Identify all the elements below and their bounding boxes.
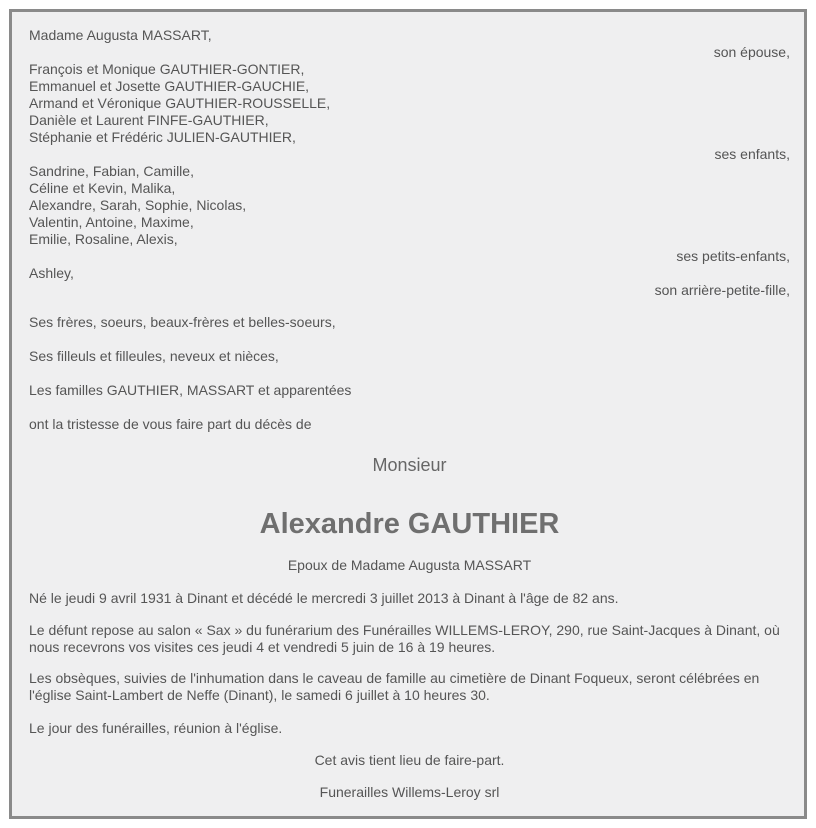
child-line: Armand et Véronique GAUTHIER-ROUSSELLE, [29, 95, 331, 111]
great-grandchild-name: Ashley, [29, 265, 74, 281]
grandchild-line: Céline et Kevin, Malika, [29, 180, 176, 196]
birth-death-paragraph: Né le jeudi 9 avril 1931 à Dinant et décédé le mercredi 3 juillet 2013 à Dinant à l'âge de 82 ans. [29, 590, 619, 606]
families-line: Les familles GAUTHIER, MASSART et apparentées [29, 382, 352, 398]
child-line: Emmanuel et Josette GAUTHIER-GAUCHIE, [29, 78, 310, 94]
children-role: ses enfants, [714, 146, 790, 162]
great-grandchild-role: son arrière-petite-fille, [654, 282, 790, 298]
spouse-role: son épouse, [713, 44, 790, 60]
grandchildren-role: ses petits-enfants, [676, 248, 790, 264]
spouse-name: Madame Augusta MASSART, [29, 27, 212, 43]
undertaker-line: Funerailles Willems-Leroy srl [319, 784, 500, 800]
child-line: François et Monique GAUTHIER-GONTIER, [29, 61, 305, 77]
meeting-paragraph: Le jour des funérailles, réunion à l'église. [29, 720, 283, 736]
deceased-name: Alexandre GAUTHIER [259, 508, 560, 540]
notice-line: Cet avis tient lieu de faire-part. [314, 752, 505, 768]
announcement-line: ont la tristesse de vous faire part du décès de [29, 416, 312, 432]
grandchild-line: Emilie, Rosaline, Alexis, [29, 231, 178, 247]
siblings-line: Ses frères, soeurs, beaux-frères et belles-soeurs, [29, 314, 336, 330]
rest-paragraph: Le défunt repose au salon « Sax » du funérarium des Funérailles WILLEMS-LEROY, 290, rue Saint-Jacques à Dinant, où nous recevrons vos visites ces jeudi 4 et vendredi 5 juin de 16 à 19 heures. [29, 622, 780, 655]
deceased-spouse-line: Epoux de Madame Augusta MASSART [287, 557, 532, 573]
obituary-card [9, 9, 807, 819]
child-line: Danièle et Laurent FINFE-GAUTHIER, [29, 112, 269, 128]
godchildren-line: Ses filleuls et filleules, neveux et nièces, [29, 348, 279, 364]
child-line: Stéphanie et Frédéric JULIEN-GAUTHIER, [29, 129, 296, 145]
grandchild-line: Sandrine, Fabian, Camille, [29, 163, 194, 179]
deceased-title: Monsieur [372, 455, 447, 475]
grandchild-line: Valentin, Antoine, Maxime, [29, 214, 194, 230]
grandchild-line: Alexandre, Sarah, Sophie, Nicolas, [29, 197, 247, 213]
funeral-paragraph: Les obsèques, suivies de l'inhumation dans le caveau de famille au cimetière de Dinant Foqueux, seront célébrées en l'église Saint-Lambert de Neffe (Dinant), le samedi 6 juillet à 10 heures 30. [29, 670, 760, 703]
